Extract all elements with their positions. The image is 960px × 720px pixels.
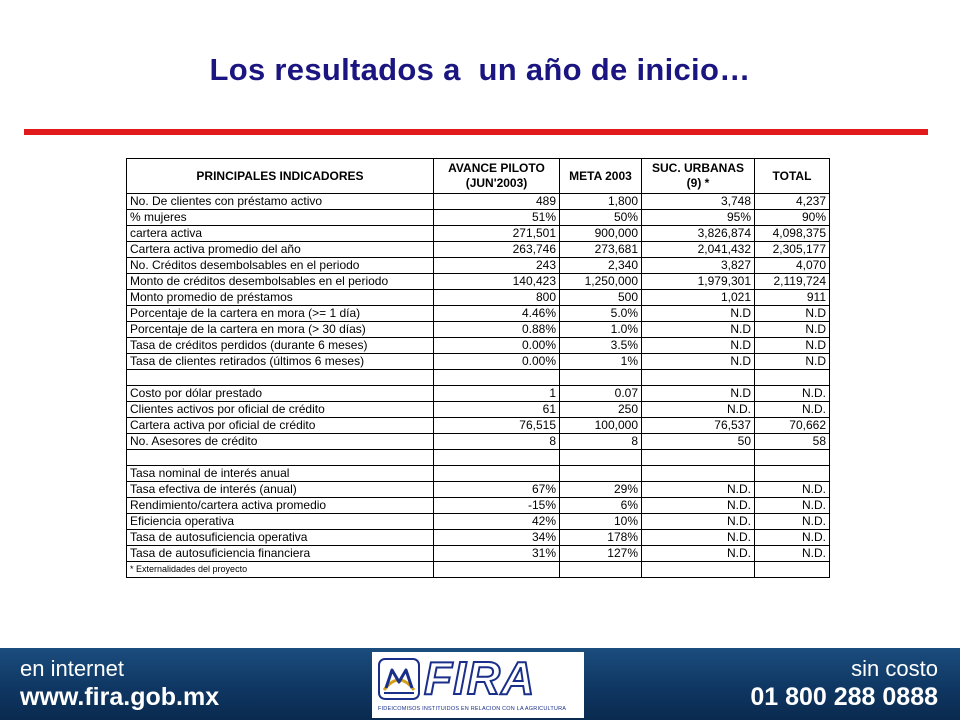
table-footnote-empty (434, 562, 560, 578)
indicator-label: Tasa de autosuficiencia financiera (127, 546, 434, 562)
indicator-value (434, 466, 560, 482)
indicator-value (560, 450, 642, 466)
indicator-label: Costo por dólar prestado (127, 386, 434, 402)
indicator-value: 250 (560, 402, 642, 418)
table-row (127, 242, 830, 258)
indicator-value: 3,826,874 (642, 226, 755, 242)
indicator-value: 1,800 (560, 194, 642, 210)
indicator-value: 50 (642, 434, 755, 450)
indicator-value: 34% (434, 530, 560, 546)
table-row (127, 482, 830, 498)
indicator-label: cartera activa (127, 226, 434, 242)
table-row (127, 258, 830, 274)
indicator-value: N.D (755, 354, 830, 370)
indicator-value (560, 370, 642, 386)
slide-title: Los resultados a un año de inicio… (209, 52, 751, 87)
table-row (127, 306, 830, 322)
indicator-label: Porcentaje de la cartera en mora (> 30 días) (127, 322, 434, 338)
table-row (127, 274, 830, 290)
fira-logo-subtitle: FIDEICOMISOS INSTITUIDOS EN RELACION CON LA AGRICULTURA (378, 706, 567, 712)
footer-internet (20, 656, 219, 712)
indicator-value: N.D (642, 322, 755, 338)
table-footnote-row (127, 562, 830, 578)
indicator-value: N.D (642, 338, 755, 354)
column-header-text: PRINCIPALES INDICADORES (196, 168, 364, 183)
indicator-value: 243 (434, 258, 560, 274)
column-header (642, 159, 755, 194)
column-header-text: TOTAL (772, 168, 812, 183)
indicator-label: No. Créditos desembolsables en el periodo (127, 258, 434, 274)
table-row (127, 226, 830, 242)
indicator-value: 0.00% (434, 354, 560, 370)
column-header-text: META 2003 (569, 168, 632, 183)
indicator-value: 1,250,000 (560, 274, 642, 290)
indicator-value: 127% (560, 546, 642, 562)
indicator-value: 3.5% (560, 338, 642, 354)
footer-internet-label: en internet (20, 656, 124, 681)
indicator-value: N.D. (642, 498, 755, 514)
indicator-value (755, 450, 830, 466)
column-header-text: SUC. URBANAS (651, 161, 744, 175)
table-row (127, 450, 830, 466)
indicator-value: -15% (434, 498, 560, 514)
table-row (127, 386, 830, 402)
table-row (127, 290, 830, 306)
indicator-value: 1% (560, 354, 642, 370)
indicator-value: N.D (642, 386, 755, 402)
indicator-label: Monto promedio de préstamos (127, 290, 434, 306)
indicator-value: 2,041,432 (642, 242, 755, 258)
indicator-value: 0.00% (434, 338, 560, 354)
indicator-label: No. Asesores de crédito (127, 434, 434, 450)
table-row (127, 498, 830, 514)
indicator-value: 178% (560, 530, 642, 546)
indicator-value: 6% (560, 498, 642, 514)
table-footnote: * Externalidades del proyecto (127, 562, 434, 578)
indicator-value: 4,237 (755, 194, 830, 210)
indicator-value: 42% (434, 514, 560, 530)
indicator-value (434, 370, 560, 386)
table-row (127, 322, 830, 338)
indicator-label: Cartera activa promedio del año (127, 242, 434, 258)
indicator-label: Monto de créditos desembolsables en el periodo (127, 274, 434, 290)
table-row (127, 546, 830, 562)
indicator-value: 61 (434, 402, 560, 418)
indicator-value: N.D. (755, 386, 830, 402)
indicators-table (126, 158, 830, 578)
indicator-value: 3,748 (642, 194, 755, 210)
indicator-label: Tasa de créditos perdidos (durante 6 meses) (127, 338, 434, 354)
indicator-value: N.D. (755, 402, 830, 418)
indicator-value (560, 466, 642, 482)
indicator-label: No. De clientes con préstamo activo (127, 194, 434, 210)
table-header-row (127, 159, 830, 194)
column-header-text: AVANCE PILOTO (448, 161, 545, 175)
table-row (127, 402, 830, 418)
table-row (127, 466, 830, 482)
indicator-value: N.D (642, 354, 755, 370)
table-body (127, 194, 830, 578)
indicator-value: 1.0% (560, 322, 642, 338)
indicator-value: 0.88% (434, 322, 560, 338)
table-row (127, 370, 830, 386)
indicator-value: 8 (560, 434, 642, 450)
indicator-value: 51% (434, 210, 560, 226)
column-header (755, 159, 830, 194)
table-row (127, 514, 830, 530)
indicator-value: 90% (755, 210, 830, 226)
indicator-value: N.D. (642, 402, 755, 418)
indicator-value: 800 (434, 290, 560, 306)
indicator-value (434, 450, 560, 466)
indicator-value: 263,746 (434, 242, 560, 258)
indicator-value: 489 (434, 194, 560, 210)
indicator-value: 2,119,724 (755, 274, 830, 290)
indicator-value: 1 (434, 386, 560, 402)
footer-website-link[interactable]: www.fira.gob.mx (20, 683, 220, 711)
indicator-value: N.D (755, 322, 830, 338)
indicator-value: 2,305,177 (755, 242, 830, 258)
column-header-text: (JUN'2003) (465, 176, 528, 190)
indicator-value: 76,515 (434, 418, 560, 434)
fira-logo-wordmark: FIRA (424, 652, 536, 704)
indicator-label: Porcentaje de la cartera en mora (>= 1 día) (127, 306, 434, 322)
table-row (127, 530, 830, 546)
indicator-label: Rendimiento/cartera activa promedio (127, 498, 434, 514)
indicator-value: N.D. (755, 482, 830, 498)
indicator-label (127, 450, 434, 466)
indicator-value: 95% (642, 210, 755, 226)
indicator-value: 100,000 (560, 418, 642, 434)
indicator-value: N.D. (755, 546, 830, 562)
indicator-value: 140,423 (434, 274, 560, 290)
indicator-value: 67% (434, 482, 560, 498)
indicator-value: N.D (642, 306, 755, 322)
indicator-value: 2,340 (560, 258, 642, 274)
indicator-value: 8 (434, 434, 560, 450)
indicator-value: 271,501 (434, 226, 560, 242)
table-row (127, 194, 830, 210)
indicator-value: 3,827 (642, 258, 755, 274)
title-divider (24, 129, 928, 135)
indicator-label: Tasa de autosuficiencia operativa (127, 530, 434, 546)
indicator-label (127, 370, 434, 386)
table-row (127, 418, 830, 434)
indicator-label: Tasa efectiva de interés (anual) (127, 482, 434, 498)
fira-logo (372, 652, 584, 718)
table-footnote-empty (560, 562, 642, 578)
indicator-label: Tasa nominal de interés anual (127, 466, 434, 482)
indicator-value (755, 466, 830, 482)
indicator-value: 50% (560, 210, 642, 226)
table-row (127, 338, 830, 354)
indicator-label: Cartera activa por oficial de crédito (127, 418, 434, 434)
table-footnote-empty (642, 562, 755, 578)
indicator-value: 911 (755, 290, 830, 306)
indicator-value: 58 (755, 434, 830, 450)
indicator-value: N.D. (755, 498, 830, 514)
indicator-value: 500 (560, 290, 642, 306)
indicator-value (755, 370, 830, 386)
indicator-value: N.D. (642, 530, 755, 546)
indicator-value: 5.0% (560, 306, 642, 322)
indicator-value: 900,000 (560, 226, 642, 242)
indicator-value: 1,021 (642, 290, 755, 306)
indicator-value: 0.07 (560, 386, 642, 402)
indicator-value: N.D (755, 306, 830, 322)
indicator-value: N.D. (755, 514, 830, 530)
footer-free-label: sin costo (851, 656, 938, 681)
indicator-value: 4,070 (755, 258, 830, 274)
indicator-value (642, 466, 755, 482)
column-header (560, 159, 642, 194)
indicator-value (642, 370, 755, 386)
column-header (127, 159, 434, 194)
indicator-label: % mujeres (127, 210, 434, 226)
indicator-value: 70,662 (755, 418, 830, 434)
indicator-value: 10% (560, 514, 642, 530)
indicator-value: 29% (560, 482, 642, 498)
footer-phone-number: 01 800 288 0888 (750, 683, 938, 711)
fira-emblem-icon (378, 658, 420, 700)
indicator-value: 76,537 (642, 418, 755, 434)
indicator-value: N.D. (642, 514, 755, 530)
column-header-text: (9) * (686, 176, 710, 190)
indicator-value: N.D. (755, 530, 830, 546)
column-header (434, 159, 560, 194)
indicator-value (642, 450, 755, 466)
indicator-value: N.D. (642, 546, 755, 562)
indicator-label: Eficiencia operativa (127, 514, 434, 530)
table-footnote-empty (755, 562, 830, 578)
indicator-value: N.D. (642, 482, 755, 498)
indicator-label: Clientes activos por oficial de crédito (127, 402, 434, 418)
indicator-value: N.D (755, 338, 830, 354)
indicator-value: 4.46% (434, 306, 560, 322)
indicator-value: 4,098,375 (755, 226, 830, 242)
table-row (127, 354, 830, 370)
indicator-value: 273,681 (560, 242, 642, 258)
indicator-value: 1,979,301 (642, 274, 755, 290)
footer-phone (750, 656, 938, 712)
table-row (127, 434, 830, 450)
indicator-label: Tasa de clientes retirados (últimos 6 meses) (127, 354, 434, 370)
table-row (127, 210, 830, 226)
indicator-value: 31% (434, 546, 560, 562)
